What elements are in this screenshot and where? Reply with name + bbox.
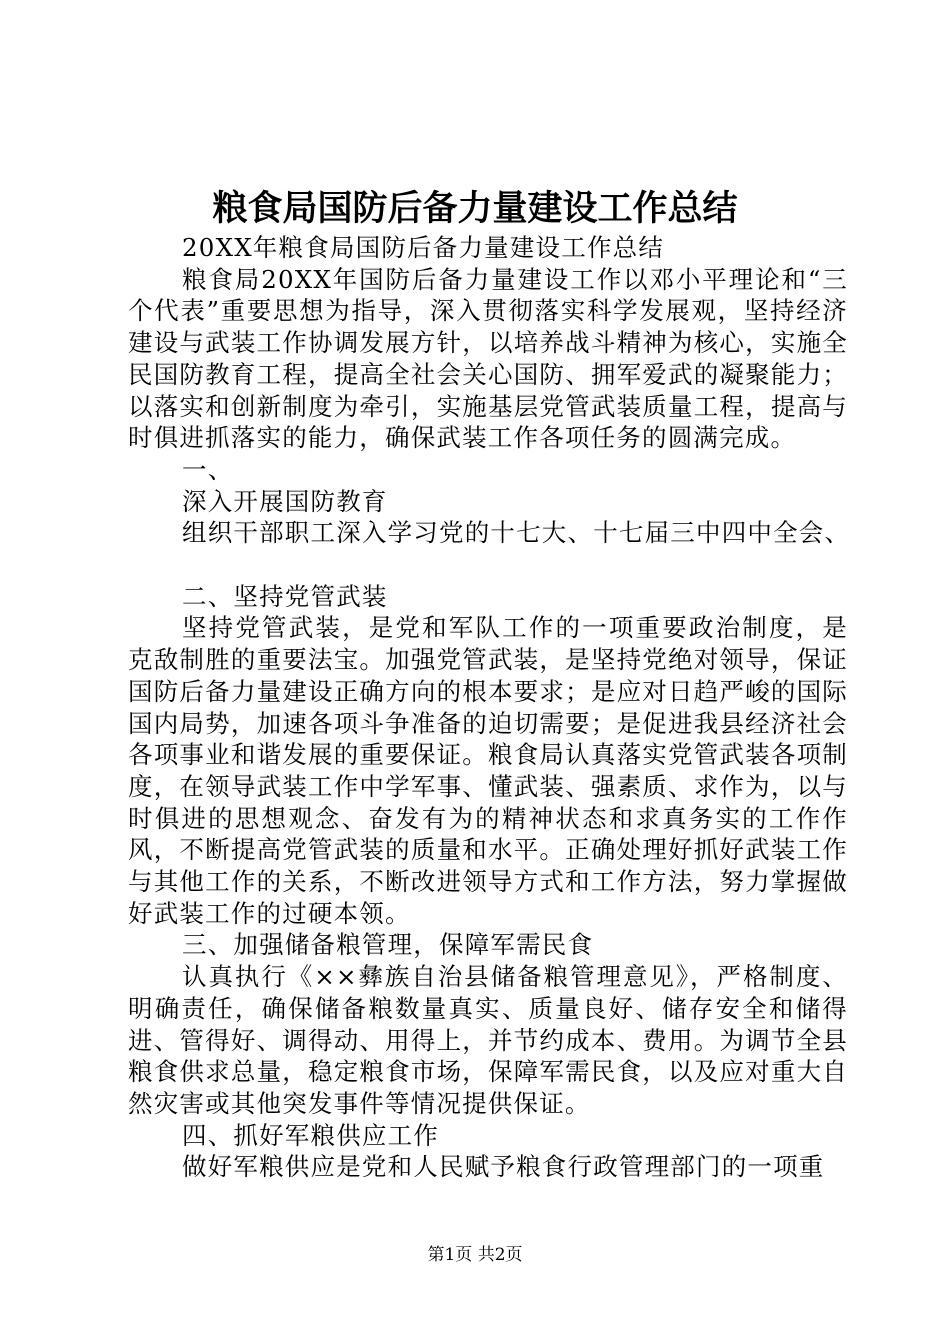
page-footer: 第1页 共2页 bbox=[427, 1245, 523, 1265]
section-1-heading: 深入开展国防教育 bbox=[182, 486, 388, 516]
section-2-heading: 二、坚持党管武装 bbox=[182, 581, 388, 611]
intro-paragraph: 粮食局20XX年国防后备力量建设工作以邓小平理论和“三个代表”重要思想为指导，深入贯彻落实科学发展观，坚持经济建设与武装工作协调发展方针，以培养战斗精神为核心，实施全民国防教育工程，提高全社会关心国防、拥军爱武的凝聚能力；以落实和创新制度为牵引，实施基层党管武装质量工程，提高与时俱进抓落实的能力，确保武装工作各项任务的圆满完成。 bbox=[128, 264, 848, 453]
blank-line bbox=[128, 549, 848, 581]
document-title: 粮食局国防后备力量建设工作总结 bbox=[212, 188, 738, 229]
section-3-heading: 三、加强储备粮管理，保障军需民食 bbox=[182, 930, 594, 960]
section-4-paragraph: 做好军粮供应是党和人民赋予粮食行政管理部门的一项重 bbox=[182, 1152, 825, 1182]
section-1-paragraph: 组织干部职工深入学习党的十七大、十七届三中四中全会、 bbox=[182, 518, 851, 548]
document-body bbox=[128, 232, 851, 1183]
section-1-number: 一、 bbox=[182, 454, 234, 484]
section-3-paragraph: 认真执行《××彝族自治县储备粮管理意见》，严格制度、明确责任，确保储备粮数量真实、质量良好、储存安全和储得进、管得好、调得动、用得上，并节约成本、费用。为调节全县粮食供求总量，稳定粮食市场，保障军需民食，以及应对重大自然灾害或其他突发事件等情况提供保证。 bbox=[128, 962, 848, 1118]
section-4-heading: 四、抓好军粮供应工作 bbox=[182, 1120, 439, 1150]
document-subtitle: 20XX年粮食局国防后备力量建设工作总结 bbox=[182, 233, 665, 262]
section-2-paragraph: 坚持党管武装，是党和军队工作的一项重要政治制度，是克敌制胜的重要法宝。加强党管武装，是坚持党绝对领导，保证国防后备力量建设正确方向的根本要求；是应对日趋严峻的国际国内局势，加速各项斗争准备的迫切需要；是促进我县经济社会各项事业和谐发展的重要保证。粮食局认真落实党管武装各项制度，在领导武装工作中学军事、懂武装、强素质、求作为，以与时俱进的思想观念、奋发有为的精神状态和求真务实的工作作风，不断提高党管武装的质量和水平。正确处理好抓好武装工作与其他工作的关系，不断改进领导方式和工作方法，努力掌握做好武装工作的过硬本领。 bbox=[128, 613, 848, 928]
